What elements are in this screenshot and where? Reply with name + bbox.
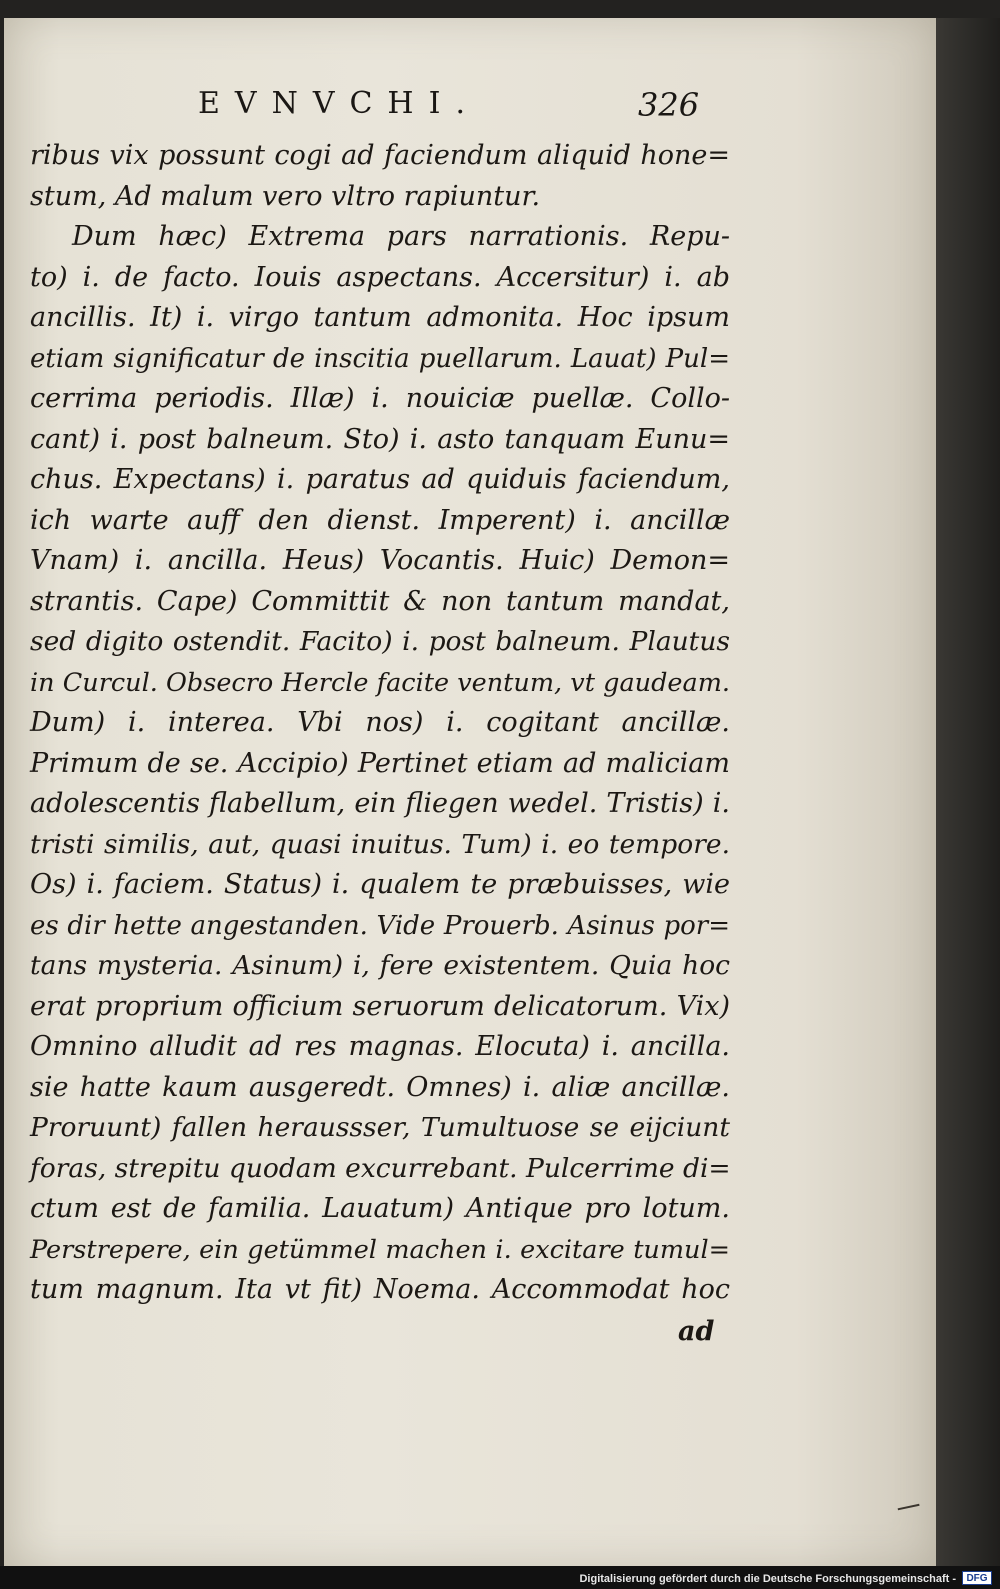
page-header [0,86,936,130]
digitization-footer [0,1566,1000,1589]
funding-credit: Digitalisierung gefördert durch die Deutsche Forschungsgemeinschaft - [579,1573,956,1585]
text-line: in Curcul. Obsecro Hercle facite ventum, vt gaudeam. [30,667,730,698]
text-line: tum magnum. Ita vt fit) Noema. Accommodat hoc [30,1274,730,1305]
text-line: Proruunt) fallen heraussser, Tumultuose se eijciunt [30,1112,730,1143]
text-line: Omnino alludit ad res magnas. Elocuta) i. ancilla. [30,1031,730,1062]
text-line: cant) i. post balneum. Sto) i. asto tanquam Eunu= [30,423,730,455]
text-line: Dum hæc) Extrema pars narrationis. Repu- [72,221,730,252]
commentary-text [30,136,730,1311]
text-line: tans mysteria. Asinum) i, fere existentem. Quia hoc [30,950,730,981]
text-line: erat proprium officium seruorum delicatorum. Vix) [30,990,730,1022]
text-line: ctum est de familia. Lauatum) Antique pro lotum. [30,1193,730,1224]
text-line: sed digito ostendit. Facito) i. post balneum. Plautus [30,626,730,657]
text-line: strantis. Cape) Committit & non tantum mandat, [30,585,730,617]
text-line: sie hatte kaum ausgeredt. Omnes) i. aliæ ancillæ. [30,1071,730,1103]
text-line: foras, strepitu quodam excurrebant. Pulcerrime di= [30,1152,731,1184]
text-line: Dum) i. interea. Vbi nos) i. cogitant ancillæ. [30,707,730,738]
running-head: EVNVCHI. [198,86,480,121]
text-line: Primum de se. Accipio) Pertinet etiam ad maliciam [30,747,730,779]
text-line: chus. Expectans) i. paratus ad quiduis faciendum, [30,464,730,495]
text-line: cerrima periodis. Illæ) i. nouiciæ puellæ. Collo- [30,383,730,414]
book-edge [936,18,1000,1566]
text-line: Vnam) i. ancilla. Heus) Vocantis. Huic) Demon= [30,545,730,576]
catchword: ad [678,1316,715,1347]
text-line: tristi similis, aut, quasi inuitus. Tum) i. eo tempore. [30,828,730,860]
text-line: Perstrepere, ein getümmel machen i. excitare tumul= [30,1234,730,1265]
text-line: es dir hette angestanden. Vide Prouerb. Asinus por= [30,910,730,941]
text-line: ribus vix possunt cogi ad faciendum aliquid hone= [30,140,730,171]
text-line: adolescentis flabellum, ein fliegen wedel. Tristis) i. [30,788,730,819]
dfg-logo: DFG [962,1571,992,1585]
text-line: Os) i. faciem. Status) i. qualem te præbuisses, wie [30,869,730,900]
text-line: to) i. de facto. Iouis aspectans. Accersitur) i. ab [30,261,730,293]
text-line: stum, Ad malum vero vltro rapiuntur. [30,180,541,212]
text-line: ancillis. It) i. virgo tantum admonita. Hoc ipsum [30,302,730,333]
page-number: 326 [638,86,700,124]
text-line: etiam significatur de inscitia puellarum. Lauat) Pul= [30,343,730,374]
text-line: ich warte auff den dienst. Imperent) i. ancillæ [30,504,730,536]
